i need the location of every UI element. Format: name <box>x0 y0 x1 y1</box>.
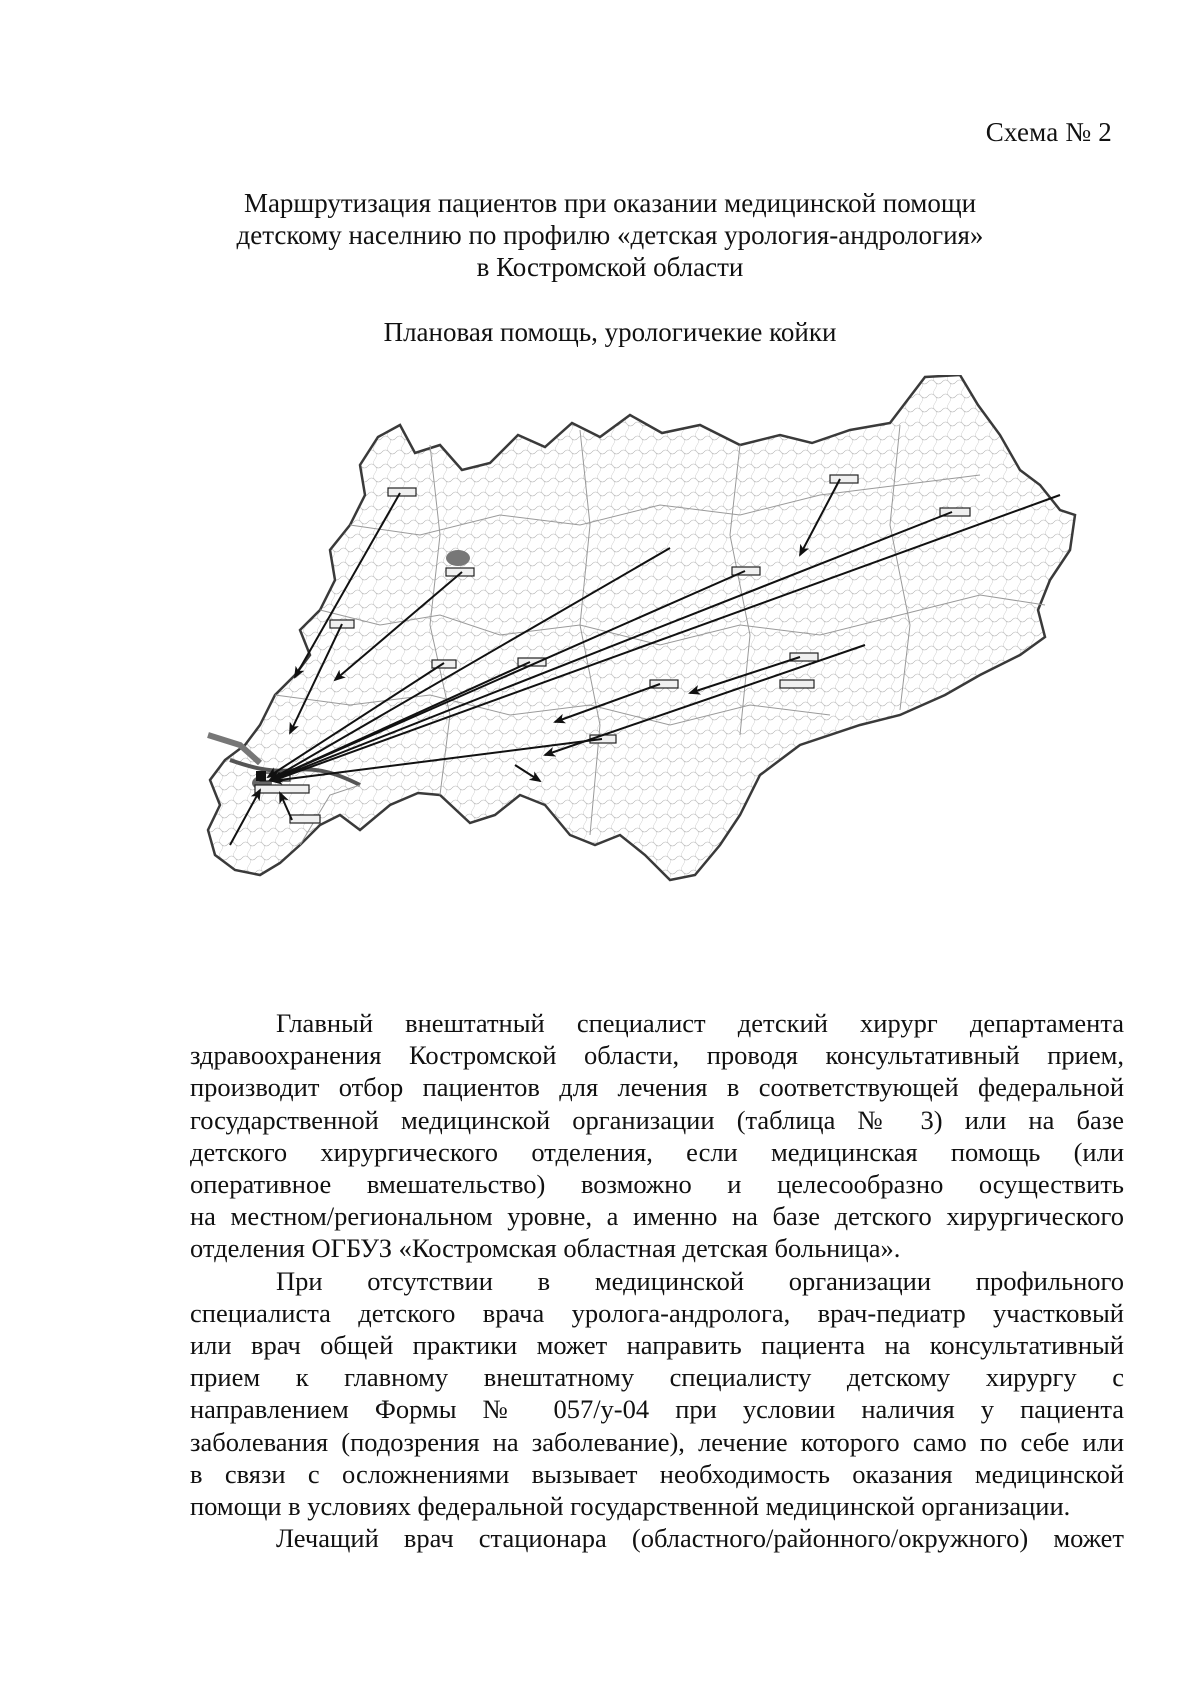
text-line: прием к главному внештатному специалисту детскому хирургу с <box>190 1362 1124 1393</box>
text-line: или врач общей практики может направить пациента на консультативный <box>190 1330 1124 1361</box>
text-line: Лечащий врач стационара (областного/районного/окружного) может <box>276 1523 1124 1554</box>
text-line: заболевания (подозрения на заболевание), лечение которого само по себе или <box>190 1426 1124 1457</box>
text-line: детского хирургического отделения, если медицинская помощь (или <box>190 1136 1124 1167</box>
text-line: государственной медицинской организации (таблица № 3) или на базе <box>190 1104 1124 1135</box>
text-line: на местном/региональном уровне, а именно на базе детского хирургического <box>190 1201 1124 1232</box>
paragraph-1 <box>190 1007 1124 1265</box>
text-line: помощи в условиях федеральной государственной медицинской организации. <box>190 1491 1071 1522</box>
text-line: При отсутствии в медицинской организации профильного <box>276 1265 1124 1296</box>
text-line: производит отбор пациентов для лечения в соответствующей федеральной <box>190 1072 1124 1103</box>
body-text <box>190 1007 1124 1554</box>
scheme-number-label: Схема № 2 <box>985 117 1112 147</box>
document-subtitle: Плановая помощь, урологичекие койки <box>383 317 837 347</box>
text-line: отделения ОГБУЗ «Костромская областная детская больница». <box>190 1233 901 1264</box>
paragraph-2 <box>190 1265 1124 1523</box>
lake-feature <box>446 550 470 566</box>
text-line: здравоохранения Костромской области, проводя консультативный прием, <box>190 1040 1124 1071</box>
title-line-2: детскому населнию по профилю «детская урология-андрология» <box>236 220 984 250</box>
title-line-1: Маршрутизация пациентов при оказании медицинской помощи <box>243 188 977 218</box>
text-line: направлением Формы № 057/у-04 при условии наличия у пациента <box>190 1394 1124 1425</box>
text-line: Главный внештатный специалист детский хирург департамента <box>276 1008 1124 1038</box>
title-line-3: в Костромской области <box>476 252 744 282</box>
text-line: в связи с осложнениями вызывает необходимость оказания медицинской <box>190 1458 1124 1489</box>
document-title <box>160 187 1060 283</box>
text-line: оперативное вмешательство) возможно и целесообразно осуществить <box>190 1169 1124 1200</box>
regional-center-marker <box>256 771 266 781</box>
region-map-figure <box>200 375 1120 975</box>
paragraph-3 <box>190 1522 1124 1554</box>
text-line: специалиста детского врача уролога-андролога, врач-педиатр участковый <box>190 1297 1124 1328</box>
